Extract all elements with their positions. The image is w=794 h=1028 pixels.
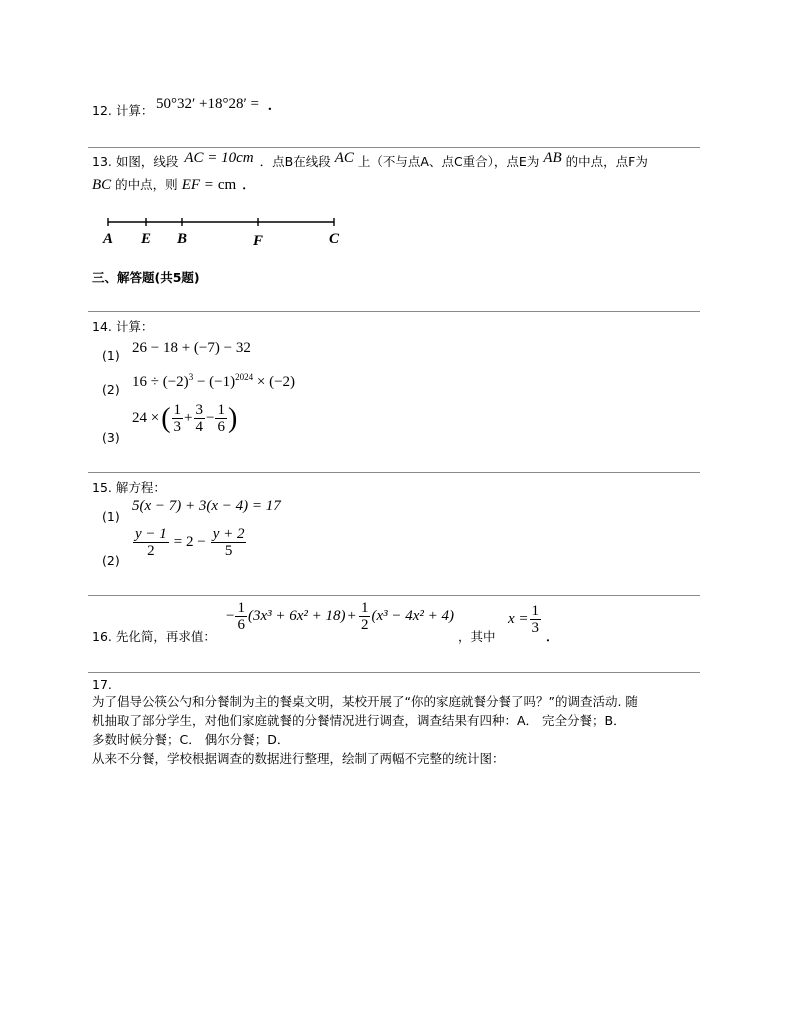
q15-part1-equation: 5(x − 7) + 3(x − 4) = 17	[132, 498, 281, 514]
q16-where: ，其中	[458, 629, 496, 644]
q13-math-ac: AC	[334, 150, 354, 166]
q13-text: 的中点，则	[115, 177, 178, 192]
q14-part1-expression: 26 − 18 + (−7) − 32	[132, 340, 251, 356]
q13-text: ．点B在线段	[259, 154, 331, 169]
point-label-a: A	[102, 231, 114, 246]
q16-period: ．	[546, 629, 559, 644]
denominator: 3	[173, 419, 182, 435]
divider	[88, 311, 700, 312]
numerator: 1	[217, 402, 225, 418]
denominator: 6	[217, 419, 225, 435]
fraction	[530, 603, 542, 636]
q12-label: 12. 计算：	[92, 103, 154, 118]
point-label-f: F	[252, 233, 264, 246]
q12-period: .	[268, 98, 272, 114]
fraction	[215, 402, 227, 435]
q13-math-ef: EF =	[181, 177, 214, 193]
denominator: 4	[195, 419, 204, 435]
numerator: 3	[195, 402, 204, 418]
q13-line2	[92, 175, 255, 194]
q14-part2-expression	[132, 372, 295, 391]
q14-part2-label: (2)	[102, 382, 120, 397]
q17-line: 机抽取了部分学生，对他们家庭就餐的分餐情况进行调查，调查结果有四种：A． 完全分餐；B．	[92, 713, 626, 728]
point-label-b: B	[176, 231, 188, 246]
q16-bracket1: (3x³ + 6x² + 18)	[247, 608, 346, 624]
point-label-c: C	[328, 231, 340, 246]
numerator: y − 1	[135, 526, 167, 542]
segment-figure	[98, 212, 348, 246]
fraction	[194, 402, 206, 435]
q17-line: 为了倡导公筷公勺和分餐制为主的餐桌文明，某校开展了“你的家庭就餐分餐了吗？”的调查活动. 随	[92, 694, 638, 709]
q14-e2-c: × (−2)	[253, 374, 296, 390]
q13-math-bc: BC	[92, 177, 112, 193]
q13-text: 13. 如图，线段	[92, 154, 179, 169]
q15-part2-equation	[132, 526, 247, 559]
q14-e2-b: − (−1)	[193, 374, 236, 390]
q14-part1-label: (1)	[102, 348, 120, 363]
numerator: y + 2	[212, 526, 245, 542]
divider	[88, 672, 700, 673]
q13-text: 的中点，点F为	[565, 154, 648, 169]
q15-e2-mid: = 2 −	[173, 534, 206, 550]
q16-label: 16. 先化简，再求值：	[92, 629, 216, 644]
q13-period: ．	[242, 177, 255, 192]
section-title: 三、解答题(共5题)	[92, 270, 200, 285]
numerator: 1	[531, 603, 540, 619]
q14-e2-exp1: 3	[188, 372, 194, 382]
fraction	[172, 402, 184, 435]
denominator: 2	[360, 617, 369, 633]
q13-math-ac10: AC = 10cm	[184, 150, 254, 166]
fraction	[359, 600, 371, 633]
fraction	[235, 600, 247, 633]
q13-math-ab: AB	[543, 150, 562, 166]
fraction	[211, 526, 247, 559]
q16-expression: − $\frac{1}{6}$ (3x³ + 6x² + 18) + $\frac{1}{2}$ (x³ − 4x² + 4)	[226, 600, 455, 633]
divider	[88, 595, 700, 596]
numerator: 1	[173, 402, 182, 418]
q13-math-cm: cm	[217, 177, 237, 193]
q17-text	[92, 692, 704, 768]
q13-text: 上（不与点A、点C重合），点E为	[357, 154, 540, 169]
numerator: 1	[237, 600, 245, 616]
q14-e3-a: 24 ×	[132, 410, 160, 426]
q12-expression: 50°32′ +18°28′ =	[156, 96, 259, 112]
denominator: 3	[531, 620, 540, 636]
point-label-e: E	[140, 231, 152, 246]
q17-number: 17.	[92, 677, 112, 692]
denominator: 6	[237, 617, 245, 633]
denominator: 2	[147, 543, 155, 559]
q13-line1	[92, 152, 648, 171]
right-paren: )	[227, 402, 238, 434]
q16-bracket2: (x³ − 4x² + 4)	[371, 608, 455, 624]
q14-part3-expression: 24 × ( $\frac{1}{3}$ + $\frac{3}{4}$ − $\frac{1}{6}$ )	[132, 402, 238, 435]
q15-part1-label: (1)	[102, 509, 120, 524]
q14-part3-label: (3)	[102, 430, 120, 445]
numerator: 1	[360, 600, 369, 616]
q17-line: 从来不分餐，学校根据调查的数据进行整理，绘制了两幅不完整的统计图：	[92, 751, 505, 766]
q16-xeq: x =	[508, 611, 529, 627]
q14-label: 14. 计算：	[92, 319, 154, 334]
q14-e2-a: 16 ÷ (−2)	[132, 374, 189, 390]
divider	[88, 147, 700, 148]
denominator: 5	[224, 543, 233, 559]
left-paren: (	[161, 402, 171, 434]
q15-label: 15. 解方程：	[92, 480, 166, 495]
q14-e2-exp2: 2024	[235, 372, 254, 382]
q15-part2-label: (2)	[102, 553, 120, 568]
fraction	[133, 526, 169, 559]
divider	[88, 472, 700, 473]
q16-x-value	[508, 603, 542, 636]
q17-line: 多数时候分餐；C． 偶尔分餐；D．	[92, 732, 290, 747]
